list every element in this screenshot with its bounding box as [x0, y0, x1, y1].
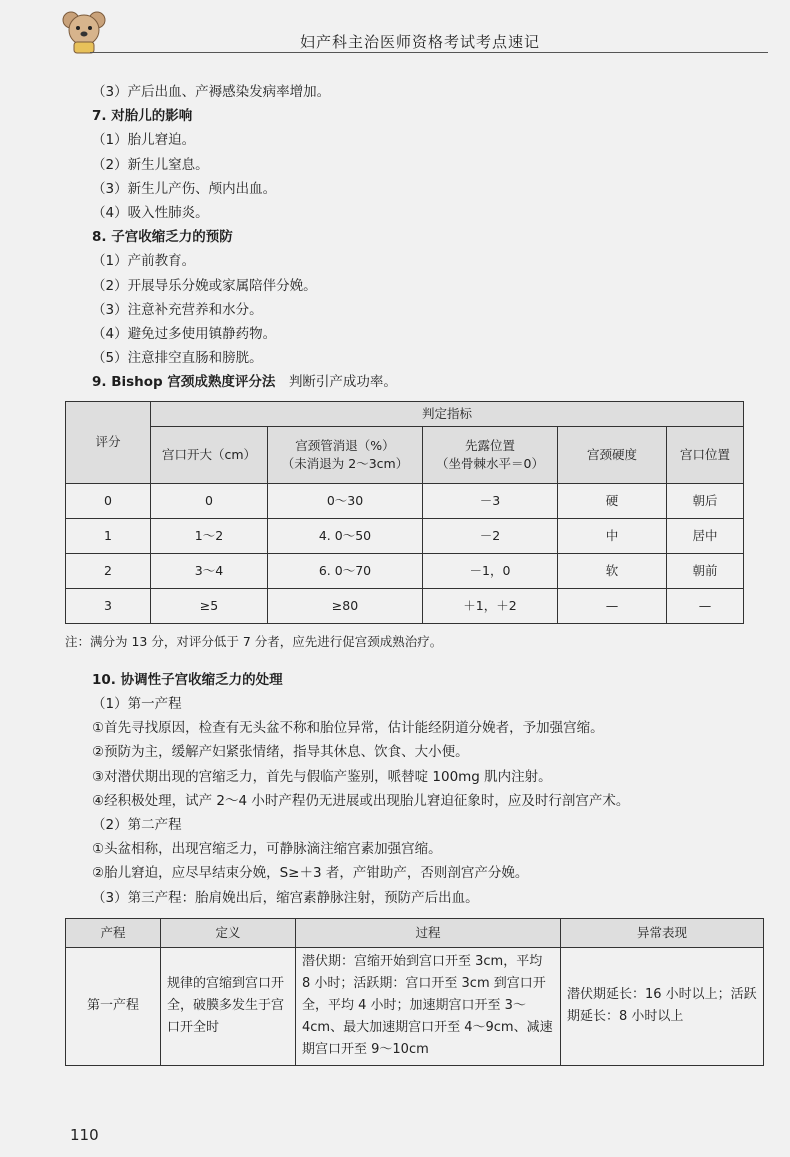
table-header: 过程 — [296, 918, 561, 947]
table-header: 宫口位置 — [667, 426, 744, 483]
table-header: 宫颈管消退（%） （未消退为 2～3cm） — [268, 426, 423, 483]
table-row: 0 0 0～30 －3 硬 朝后 — [66, 483, 744, 518]
section-heading-9: 9. Bishop 宫颈成熟度评分法 判断引产成功率。 — [92, 374, 397, 391]
page-number: 110 — [70, 1126, 99, 1144]
table-row: 第一产程 规律的宫缩到宫口开全，破膜多发生于宫口开全时 潜伏期：宫缩开始到宫口开至 3cm，平均 8 小时；活跃期：宫口开至 3cm 到宫口开全，平均 4 小时；加速期宫口开至 3～4cm、最大加速期宫口开至 4～9cm、减速期宫口开至 9～10cm 潜伏期延长：16 小时以上；活跃期延长：8 小时以上 — [66, 947, 764, 1065]
header-divider — [90, 52, 768, 53]
koala-mascot-icon — [62, 8, 106, 54]
stage-label: （1）第一产程 — [92, 696, 182, 713]
table-header: 定义 — [161, 918, 296, 947]
header-title: 妇产科主治医师资格考试考点速记 — [300, 33, 541, 51]
section-heading-7: 7. 对胎儿的影响 — [92, 108, 193, 125]
page-content — [65, 80, 772, 1066]
labor-stage-table — [65, 918, 764, 1066]
table-header: 评分 — [66, 401, 151, 483]
list-item: （3）产后出血、产褥感染发病率增加。 — [92, 84, 331, 100]
list-item: （3）新生儿产伤、颅内出血。 — [92, 180, 277, 197]
list-item: （4）吸入性肺炎。 — [92, 205, 209, 222]
list-item: ①首先寻找原因，检查有无头盆不称和胎位异常，估计能经阴道分娩者，予加强宫缩。 — [92, 720, 604, 737]
table-header: 先露位置 （坐骨棘水平＝0） — [423, 426, 558, 483]
list-item: （1）产前教育。 — [92, 253, 196, 270]
stage-label: （3）第三产程：胎肩娩出后，缩宫素静脉注射，预防产后出血。 — [92, 889, 479, 906]
stage-label: （2）第二产程 — [92, 817, 182, 834]
table-header: 宫口开大（cm） — [151, 426, 268, 483]
table-header: 异常表现 — [561, 918, 764, 947]
table-row: 2 3～4 6. 0～70 －1，0 软 朝前 — [66, 553, 744, 588]
list-item: ③对潜伏期出现的宫缩乏力，首先与假临产鉴别，哌替啶 100mg 肌内注射。 — [92, 768, 552, 785]
list-item: （5）注意排空直肠和膀胱。 — [92, 350, 263, 367]
list-item: ②胎儿窘迫，应尽早结束分娩，S≥＋3 者，产钳助产，否则剖宫产分娩。 — [92, 865, 529, 882]
table-row: 1 1～2 4. 0～50 －2 中 居中 — [66, 518, 744, 553]
table-row: 3 ≥5 ≥80 ＋1，＋2 — — — [66, 588, 744, 623]
section-heading-10: 10. 协调性子宫收缩乏力的处理 — [92, 671, 283, 688]
bishop-score-table — [65, 401, 744, 624]
section-heading-8: 8. 子宫收缩乏力的预防 — [92, 229, 233, 246]
table-header: 宫颈硬度 — [558, 426, 667, 483]
list-item: （2）新生儿窒息。 — [92, 156, 209, 173]
list-item: ④经积极处理，试产 2～4 小时产程仍无进展或出现胎儿窘迫征象时，应及时行剖宫产术。 — [92, 792, 630, 809]
list-item: （1）胎儿窘迫。 — [92, 132, 196, 149]
table-note: 注：满分为 13 分，对评分低于 7 分者，应先进行促宫颈成熟治疗。 — [65, 633, 443, 649]
list-item: ①头盆相称，出现宫缩乏力，可静脉滴注缩宫素加强宫缩。 — [92, 841, 442, 858]
list-item: （4）避免过多使用镇静药物。 — [92, 326, 277, 343]
list-item: （3）注意补充营养和水分。 — [92, 301, 263, 318]
list-item: ②预防为主，缓解产妇紧张情绪，指导其休息、饮食、大小便。 — [92, 744, 469, 761]
table-header: 判定指标 — [151, 401, 744, 426]
table-header: 产程 — [66, 918, 161, 947]
list-item: （2）开展导乐分娩或家属陪伴分娩。 — [92, 277, 317, 294]
page-header — [0, 0, 790, 55]
